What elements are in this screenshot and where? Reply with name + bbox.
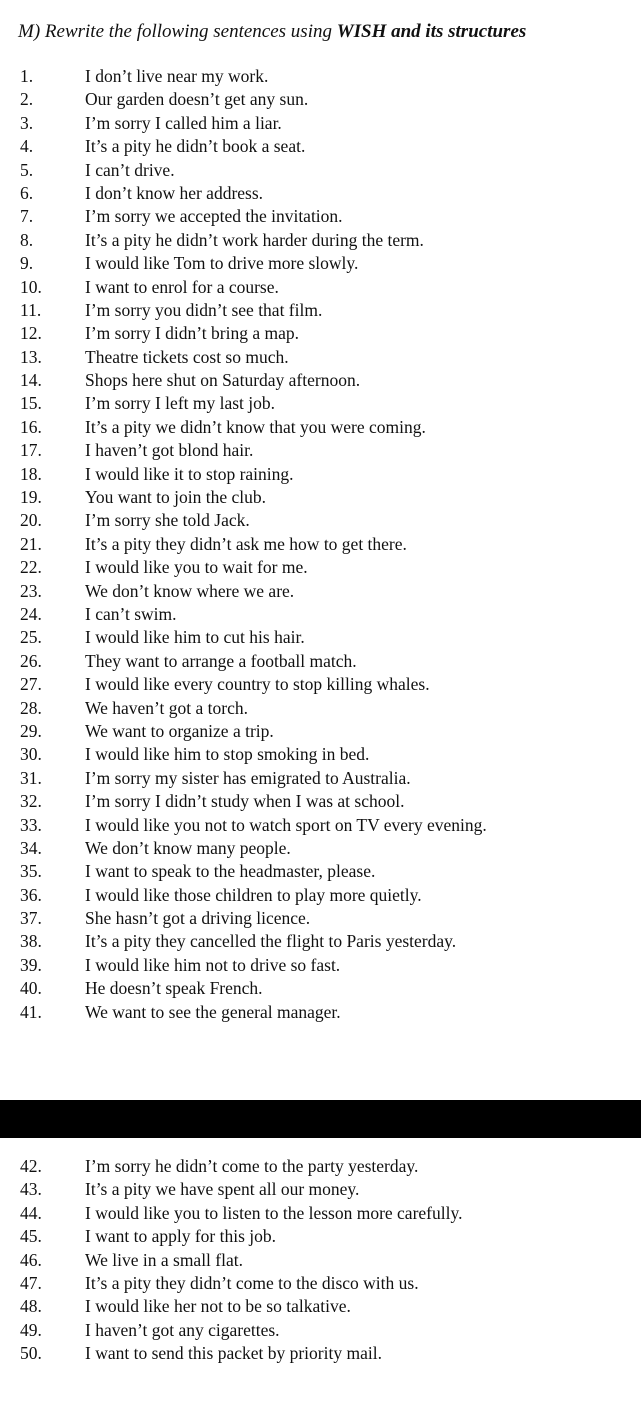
sentence-item [0,790,641,813]
sentence-item [0,346,641,369]
sentence-item [0,556,641,579]
sentence-number: 40. [20,978,42,999]
sentence-item [0,837,641,860]
sentence-text: I would like him not to drive so fast. [85,954,341,975]
sentence-item [0,1272,641,1295]
sentence-item [0,252,641,275]
sentence-item [0,486,641,509]
sentence-number: 26. [20,650,42,671]
sentence-item [0,299,641,322]
sentence-number: 50. [20,1343,42,1364]
sentence-number: 2. [20,89,34,110]
sentence-number: 24. [20,603,42,624]
sentence-text: I’m sorry we accepted the invitation. [85,206,343,227]
sentence-text: I’m sorry I called him a liar. [85,112,282,133]
sentence-item [0,533,641,556]
sentence-item [0,650,641,673]
sentence-number: 16. [20,416,42,437]
sentence-number: 35. [20,861,42,882]
sentence-number: 34. [20,837,42,858]
sentence-item [0,88,641,111]
sentence-text: I would like you not to watch sport on TV every evening. [85,814,487,835]
sentence-text: I would like every country to stop killing whales. [85,674,430,695]
sentence-text: We haven’t got a torch. [85,697,249,718]
sentence-item [0,603,641,626]
sentence-text: I’m sorry I didn’t bring a map. [85,323,300,344]
sentence-text: I want to speak to the headmaster, please. [85,861,376,882]
sentence-item [0,860,641,883]
sentence-text: I would like him to cut his hair. [85,627,305,648]
sentence-item [0,439,641,462]
sentence-text: I would like you to listen to the lesson more carefully. [85,1202,463,1223]
sentence-list-part-one [0,65,641,1024]
sentence-text: I haven’t got any cigarettes. [85,1319,280,1340]
sentence-number: 10. [20,276,42,297]
sentence-item [0,580,641,603]
sentence-number: 6. [20,182,34,203]
sentence-text: I want to apply for this job. [85,1226,277,1247]
sentence-item [0,697,641,720]
sentence-number: 44. [20,1202,42,1223]
sentence-item [0,954,641,977]
sentence-number: 49. [20,1319,42,1340]
sentence-item [0,814,641,837]
sentence-text: I’m sorry she told Jack. [85,510,250,531]
sentence-number: 30. [20,744,42,765]
sentence-text: She hasn’t got a driving licence. [85,908,311,929]
sentence-item [0,930,641,953]
sentence-text: I’m sorry I didn’t study when I was at school. [85,791,405,812]
sentence-number: 48. [20,1296,42,1317]
sentence-text: You want to join the club. [85,487,266,508]
sentence-number: 1. [20,66,34,86]
sentence-item [0,182,641,205]
sentence-text: I would like her not to be so talkative. [85,1296,351,1317]
sentence-text: It’s a pity we didn’t know that you were coming. [85,416,426,437]
sentence-number: 19. [20,487,42,508]
black-divider-bar [0,1100,641,1138]
sentence-number: 45. [20,1226,42,1247]
sentence-number: 27. [20,674,42,695]
sentence-text: Our garden doesn’t get any sun. [85,89,309,110]
sentence-text: It’s a pity they cancelled the flight to Paris yesterday. [85,931,457,952]
heading-emphasis: WISH and its structures [336,21,527,42]
sentence-text: I would like him to stop smoking in bed. [85,744,370,765]
heading-prefix: M) Rewrite the following sentences using [18,21,337,42]
sentence-text: I don’t live near my work. [85,66,269,86]
sentence-item [0,626,641,649]
sentence-number: 23. [20,580,42,601]
sentence-text: I would like it to stop raining. [85,463,294,484]
sentence-item [0,65,641,88]
sentence-list-part-two [0,1155,641,1366]
sentence-number: 21. [20,533,42,554]
sentence-number: 11. [20,299,42,320]
sentence-number: 14. [20,370,42,391]
sentence-text: I’m sorry I left my last job. [85,393,276,414]
sentence-text: We live in a small flat. [85,1249,243,1270]
sentence-text: I can’t swim. [85,603,177,624]
sentence-text: He doesn’t speak French. [85,978,263,999]
sentence-number: 15. [20,393,42,414]
sentence-item [0,322,641,345]
sentence-text: I’m sorry you didn’t see that film. [85,299,323,320]
sentence-number: 47. [20,1272,42,1293]
sentence-text: Shops here shut on Saturday afternoon. [85,370,361,391]
sentence-item [0,369,641,392]
sentence-number: 36. [20,884,42,905]
sentence-item [0,743,641,766]
sentence-number: 12. [20,323,42,344]
sentence-item [0,463,641,486]
sentence-text: I’m sorry my sister has emigrated to Australia. [85,767,411,788]
sentence-number: 18. [20,463,42,484]
sentence-item [0,1202,641,1225]
sentence-text: I want to enrol for a course. [85,276,279,297]
sentence-number: 8. [20,229,34,250]
sentence-item [0,112,641,135]
sentence-text: It’s a pity we have spent all our money. [85,1179,360,1200]
sentence-item [0,1249,641,1272]
sentence-text: We want to see the general manager. [85,1001,341,1022]
sentence-text: It’s a pity they didn’t come to the disco with us. [85,1272,419,1293]
sentence-item [0,1155,641,1178]
sentence-item [0,1225,641,1248]
sentence-item [0,416,641,439]
sentence-item [0,884,641,907]
sentence-number: 46. [20,1249,42,1270]
sentence-item [0,135,641,158]
sentence-item [0,767,641,790]
sentence-text: I haven’t got blond hair. [85,440,254,461]
sentence-item [0,509,641,532]
sentence-number: 41. [20,1001,42,1022]
sentence-item [0,977,641,1000]
sentence-text: It’s a pity they didn’t ask me how to get there. [85,533,407,554]
sentence-number: 32. [20,791,42,812]
sentence-number: 9. [20,253,34,274]
sentence-item [0,720,641,743]
sentence-number: 17. [20,440,42,461]
sentence-item [0,1295,641,1318]
sentence-text: They want to arrange a football match. [85,650,357,671]
sentence-text: I would like Tom to drive more slowly. [85,253,359,274]
sentence-number: 20. [20,510,42,531]
sentence-text: I want to send this packet by priority mail. [85,1343,382,1364]
sentence-item [0,1319,641,1342]
sentence-number: 4. [20,136,34,157]
sentence-number: 38. [20,931,42,952]
sentence-item [0,276,641,299]
sentence-number: 37. [20,908,42,929]
sentence-number: 5. [20,159,34,180]
sentence-number: 29. [20,720,42,741]
sentence-text: It’s a pity he didn’t book a seat. [85,136,306,157]
sentence-item [0,159,641,182]
sentence-text: I would like those children to play more quietly. [85,884,422,905]
sentence-item [0,205,641,228]
sentence-text: I don’t know her address. [85,182,264,203]
sentence-number: 22. [20,557,42,578]
sentence-text: We don’t know where we are. [85,580,295,601]
sentence-number: 3. [20,112,34,133]
sentence-item [0,1178,641,1201]
sentence-item [0,1342,641,1365]
sentence-item [0,1001,641,1024]
sentence-item [0,673,641,696]
sentence-item [0,392,641,415]
sentence-text: We want to organize a trip. [85,720,274,741]
sentence-text: I can’t drive. [85,159,175,180]
sentence-number: 42. [20,1156,42,1176]
sentence-number: 25. [20,627,42,648]
sentence-number: 28. [20,697,42,718]
sentence-number: 43. [20,1179,42,1200]
sentence-item [0,229,641,252]
sentence-number: 33. [20,814,42,835]
sentence-number: 13. [20,346,42,367]
sentence-number: 31. [20,767,42,788]
sentence-text: Theatre tickets cost so much. [85,346,289,367]
sentence-item [0,907,641,930]
sentence-text: I would like you to wait for me. [85,557,308,578]
sentence-text: We don’t know many people. [85,837,291,858]
exercise-heading [18,20,526,44]
sentence-text: It’s a pity he didn’t work harder during the term. [85,229,424,250]
sentence-number: 7. [20,206,34,227]
sentence-number: 39. [20,954,42,975]
sentence-text: I’m sorry he didn’t come to the party yesterday. [85,1156,419,1176]
